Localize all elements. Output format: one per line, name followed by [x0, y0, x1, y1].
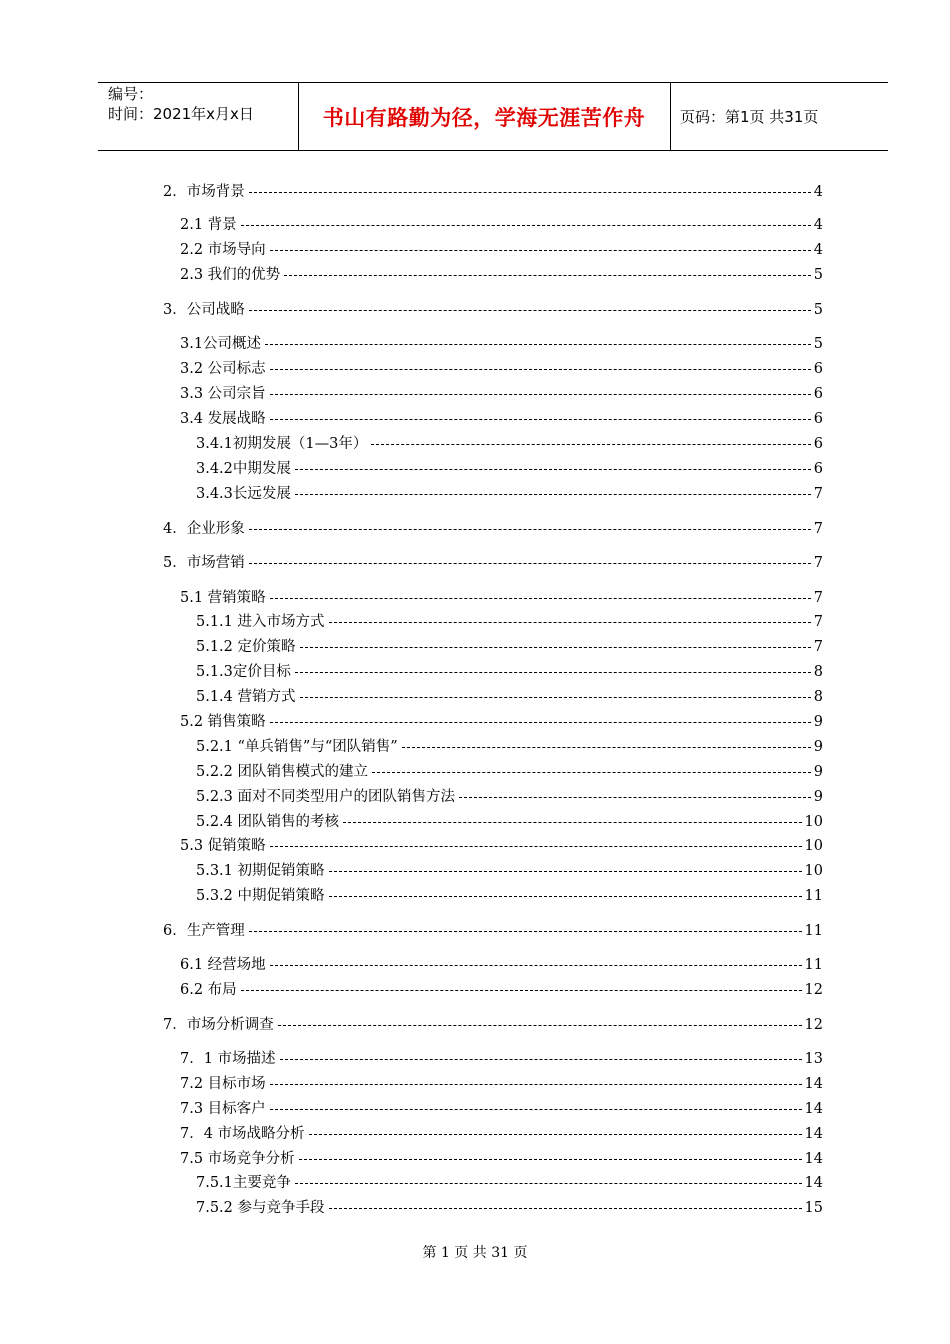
- toc-entry[interactable]: [180, 712, 823, 732]
- toc-entry-page: 10: [804, 863, 823, 879]
- toc-entry[interactable]: [180, 409, 823, 429]
- toc-leader-line: [270, 1083, 802, 1085]
- toc-leader-line: [270, 1108, 802, 1110]
- toc-entry[interactable]: [163, 921, 823, 941]
- toc-leader-line: [270, 721, 811, 723]
- toc-leader-line: [270, 964, 802, 966]
- toc-leader-line: [241, 989, 802, 991]
- toc-entry[interactable]: [180, 359, 823, 379]
- toc-entry-page: 9: [813, 714, 823, 730]
- toc-leader-line: [241, 224, 811, 226]
- toc-entry[interactable]: [196, 787, 823, 807]
- toc-entry[interactable]: [163, 182, 823, 202]
- toc-entry-page: 8: [813, 664, 823, 680]
- toc-entry[interactable]: [163, 553, 823, 573]
- page-footer: [0, 1244, 950, 1262]
- toc-entry-label: 3.4.2中期发展: [196, 461, 291, 477]
- toc-leader-line: [371, 443, 810, 445]
- header-page-info: 页码：第1页 共31页: [680, 108, 819, 126]
- toc-entry[interactable]: [196, 434, 823, 454]
- toc-entry[interactable]: [196, 662, 823, 682]
- toc-leader-line: [329, 621, 811, 623]
- toc-entry-page: 5: [813, 336, 823, 352]
- toc-entry-page: 7: [813, 614, 823, 630]
- toc-entry-page: 4: [813, 184, 823, 200]
- toc-entry-label: 7．市场分析调查: [163, 1017, 274, 1033]
- toc-entry-page: 11: [804, 957, 823, 973]
- toc-entry-page: 14: [804, 1101, 823, 1117]
- toc-entry-label: 3.4.3长远发展: [196, 486, 291, 502]
- toc-entry[interactable]: [196, 1173, 823, 1193]
- toc-entry-page: 6: [813, 386, 823, 402]
- toc-entry-page: 5: [813, 302, 823, 318]
- toc-entry-label: 7.2 目标市场: [180, 1076, 266, 1092]
- toc-entry-page: 9: [813, 739, 823, 755]
- toc-entry-label: 5.1.1 进入市场方式: [196, 614, 325, 630]
- toc-leader-line: [249, 309, 811, 311]
- toc-entry-label: 5.1.4 营销方式: [196, 689, 296, 705]
- toc-leader-line: [278, 1024, 802, 1026]
- toc-entry-label: 2.2 市场导向: [180, 242, 266, 258]
- toc-entry[interactable]: [196, 637, 823, 657]
- toc-entry-label: 3.4 发展战略: [180, 411, 266, 427]
- toc-entry-label: 7.5.1主要竞争: [196, 1175, 291, 1191]
- toc-entry-label: 7．1 市场描述: [180, 1051, 276, 1067]
- toc-leader-line: [329, 870, 802, 872]
- toc-entry-label: 5.2 销售策略: [180, 714, 266, 730]
- toc-entry[interactable]: [180, 1149, 823, 1169]
- toc-leader-line: [280, 1058, 802, 1060]
- toc-entry-label: 3.1公司概述: [180, 336, 262, 352]
- toc-entry[interactable]: [196, 459, 823, 479]
- toc-entry-page: 4: [813, 242, 823, 258]
- toc-leader-line: [295, 1182, 802, 1184]
- toc-entry-label: 5.1.3定价目标: [196, 664, 291, 680]
- toc-entry-label: 2．市场背景: [163, 184, 245, 200]
- toc-leader-line: [295, 671, 811, 673]
- toc-entry-label: 5.2.4 团队销售的考核: [196, 814, 340, 830]
- toc-entry[interactable]: [196, 612, 823, 632]
- toc-entry-page: 13: [804, 1051, 823, 1067]
- toc-entry[interactable]: [196, 687, 823, 707]
- toc-entry-page: 7: [813, 486, 823, 502]
- toc-leader-line: [372, 771, 811, 773]
- toc-entry-label: 2.3 我们的优势: [180, 267, 281, 283]
- toc-entry-page: 9: [813, 764, 823, 780]
- toc-entry-page: 9: [813, 789, 823, 805]
- toc-leader-line: [270, 368, 811, 370]
- toc-leader-line: [402, 746, 811, 748]
- toc-leader-line: [300, 696, 811, 698]
- toc-entry[interactable]: [180, 1099, 823, 1119]
- toc-entry-page: 10: [804, 814, 823, 830]
- toc-entry-page: 14: [804, 1126, 823, 1142]
- toc-entry[interactable]: [180, 384, 823, 404]
- toc-leader-line: [329, 895, 802, 897]
- toc-entry[interactable]: [163, 300, 823, 320]
- toc-leader-line: [299, 1158, 802, 1160]
- toc-entry-page: 12: [804, 982, 823, 998]
- toc-entry-label: 5.2.2 团队销售模式的建立: [196, 764, 369, 780]
- toc-entry-label: 5.3.2 中期促销策略: [196, 888, 325, 904]
- toc-entry[interactable]: [180, 1049, 823, 1069]
- toc-entry[interactable]: [180, 1124, 823, 1144]
- toc-entry[interactable]: [196, 484, 823, 504]
- toc-entry-page: 6: [813, 436, 823, 452]
- toc-entry-page: 6: [813, 361, 823, 377]
- toc-entry[interactable]: [196, 737, 823, 757]
- toc-entry[interactable]: [180, 215, 823, 235]
- toc-leader-line: [270, 845, 802, 847]
- toc-entry-label: 5.1.2 定价策略: [196, 639, 296, 655]
- toc-entry-label: 6.1 经营场地: [180, 957, 266, 973]
- toc-entry-label: 5.3 促销策略: [180, 838, 266, 854]
- toc-leader-line: [249, 191, 811, 193]
- toc-leader-line: [284, 274, 811, 276]
- toc-entry-page: 14: [804, 1175, 823, 1191]
- toc-leader-line: [270, 249, 811, 251]
- toc-entry-page: 5: [813, 267, 823, 283]
- toc-leader-line: [300, 646, 811, 648]
- toc-entry[interactable]: [163, 519, 823, 539]
- toc-entry-page: 10: [804, 838, 823, 854]
- toc-entry-label: 5.3.1 初期促销策略: [196, 863, 325, 879]
- toc-entry-label: 6.2 布局: [180, 982, 237, 998]
- toc-entry-page: 7: [813, 590, 823, 606]
- toc-entry[interactable]: [180, 955, 823, 975]
- toc-entry[interactable]: [196, 762, 823, 782]
- toc-entry-label: 7.5.2 参与竞争手段: [196, 1200, 325, 1216]
- toc-entry-page: 12: [804, 1017, 823, 1033]
- toc-entry-page: 6: [813, 411, 823, 427]
- toc-leader-line: [295, 468, 811, 470]
- header-motto: 书山有路勤为径，学海无涯苦作舟: [322, 105, 646, 130]
- toc-entry-page: 11: [804, 888, 823, 904]
- toc-entry-page: 15: [804, 1200, 823, 1216]
- toc-entry[interactable]: [196, 812, 823, 832]
- toc-entry[interactable]: [163, 1015, 823, 1035]
- toc-entry-label: 6．生产管理: [163, 923, 245, 939]
- toc-entry-page: 14: [804, 1076, 823, 1092]
- toc-entry-label: 5.2.1 “单兵销售”与“团队销售”: [196, 739, 398, 755]
- toc-entry[interactable]: [180, 588, 823, 608]
- document-number-label: 编号：: [108, 85, 154, 103]
- toc-leader-line: [270, 393, 811, 395]
- toc-leader-line: [270, 597, 811, 599]
- toc-entry-label: 3.3 公司宗旨: [180, 386, 266, 402]
- document-time-label: 时间：2021年x月x日: [108, 105, 254, 123]
- toc-leader-line: [265, 343, 811, 345]
- toc-entry-page: 14: [804, 1151, 823, 1167]
- toc-leader-line: [249, 528, 811, 530]
- toc-leader-line: [249, 930, 802, 932]
- toc-entry[interactable]: [196, 886, 823, 906]
- toc-leader-line: [309, 1133, 802, 1135]
- toc-leader-line: [270, 418, 811, 420]
- toc-entry-label: 5.2.3 面对不同类型用户的团队销售方法: [196, 789, 456, 805]
- toc-leader-line: [329, 1207, 802, 1209]
- toc-entry[interactable]: [180, 240, 823, 260]
- toc-leader-line: [459, 796, 811, 798]
- toc-entry-page: 7: [813, 639, 823, 655]
- toc-entry[interactable]: [180, 334, 823, 354]
- toc-entry[interactable]: [196, 861, 823, 881]
- toc-entry-page: 6: [813, 461, 823, 477]
- toc-entry-page: 4: [813, 217, 823, 233]
- toc-entry[interactable]: [180, 836, 823, 856]
- toc-entry-label: 4．企业形象: [163, 521, 245, 537]
- toc-entry-label: 3.4.1初期发展（1—3年）: [196, 436, 368, 452]
- toc-leader-line: [295, 493, 811, 495]
- toc-entry-label: 2.1 背景: [180, 217, 237, 233]
- toc-entry-label: 3．公司战略: [163, 302, 245, 318]
- toc-entry-page: 11: [804, 923, 823, 939]
- toc-entry[interactable]: [180, 265, 823, 285]
- toc-entry-label: 7．4 市场战略分析: [180, 1126, 305, 1142]
- toc-entry[interactable]: [180, 1074, 823, 1094]
- footer-page-number: 第 1 页 共 31 页: [422, 1245, 528, 1261]
- toc-entry-page: 7: [813, 521, 823, 537]
- toc-entry[interactable]: [180, 980, 823, 1000]
- toc-entry-label: 3.2 公司标志: [180, 361, 266, 377]
- toc-entry-label: 5.1 营销策略: [180, 590, 266, 606]
- toc-leader-line: [343, 821, 802, 823]
- toc-entry-label: 5．市场营销: [163, 555, 245, 571]
- toc-leader-line: [249, 562, 811, 564]
- toc-entry-label: 7.5 市场竞争分析: [180, 1151, 295, 1167]
- toc-entry-page: 8: [813, 689, 823, 705]
- toc-entry-label: 7.3 目标客户: [180, 1101, 266, 1117]
- toc-entry-page: 7: [813, 555, 823, 571]
- toc-entry[interactable]: [196, 1198, 823, 1218]
